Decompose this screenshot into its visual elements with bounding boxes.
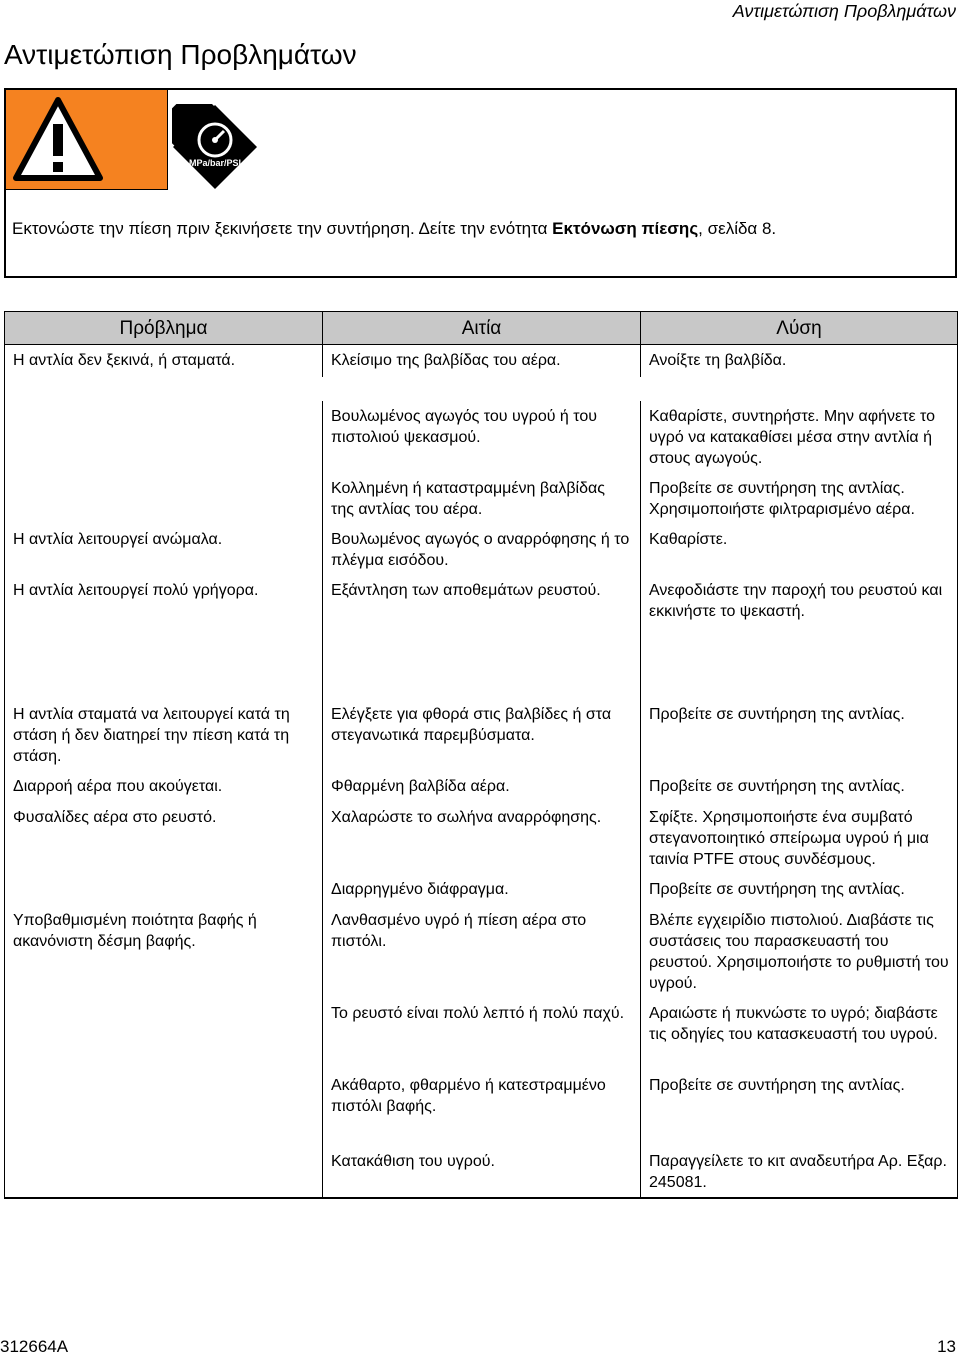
solution-cell: Προβείτε σε συντήρηση της αντλίας. (641, 771, 958, 802)
table-row (5, 575, 958, 699)
table-header-row (5, 312, 958, 345)
solution-cell: Σφίξτε. Χρησιμοποιήστε ένα συμβατό στεγανοποιητικό σπείρωμα υγρού ή μια ταινία PTFE στους συνδέσμους. (641, 802, 958, 874)
solution-cell: Προβείτε σε συντήρηση της αντλίας. (641, 1070, 958, 1146)
problem-cell (5, 401, 323, 473)
warning-banner (6, 90, 168, 190)
cause-cell: Κολλημένη ή καταστραμμένη βαλβίδας της αντλίας του αέρα. (323, 473, 641, 524)
solution-cell: Αραιώστε ή πυκνώστε το υγρό; διαβάστε τις οδηγίες του κατασκευαστή του υγρού. (641, 998, 958, 1070)
cause-cell: Εξάντληση των αποθεμάτων ρευστού. (323, 575, 641, 699)
cause-cell: Λανθασμένο υγρό ή πίεση αέρα στο πιστόλι. (323, 905, 641, 998)
cause-cell: Χαλαρώστε το σωλήνα αναρρόφησης. (323, 802, 641, 874)
table-row (5, 699, 958, 771)
header-problem: Πρόβλημα (5, 312, 323, 345)
problem-cell: Διαρροή αέρα που ακούγεται. (5, 771, 323, 802)
cause-cell: Ελέγξετε για φθορά στις βαλβίδες ή στα στεγανωτικά παρεμβύσματα. (323, 699, 641, 771)
table-row (5, 377, 958, 401)
cause-cell: Κατακάθιση του υγρού. (323, 1146, 641, 1198)
table-row (5, 524, 958, 575)
table-row (5, 401, 958, 473)
table-row (5, 345, 958, 377)
problem-cell: Η αντλία δεν ξεκινά, ή σταματά. (5, 345, 323, 377)
page-number: 13 (937, 1337, 956, 1356)
document-number: 312664A (0, 1337, 69, 1356)
problem-cell: Υποβαθμισμένη ποιότητα βαφής ή ακανόνιστη δέσμη βαφής. (5, 905, 323, 998)
solution-cell: Παραγγείλετε το κιτ αναδευτήρα Αρ. Εξαρ. 245081. (641, 1146, 958, 1198)
cause-cell: Ακάθαρτο, φθαρμένο ή κατεστραμμένο πιστόλι βαφής. (323, 1070, 641, 1146)
solution-cell: Προβείτε σε συντήρηση της αντλίας. Χρησιμοποιήστε φιλτραρισμένο αέρα. (641, 473, 958, 524)
problem-cell: Η αντλία σταματά να λειτουργεί κατά τη στάση ή δεν διατηρεί την πίεση κατά τη στάση. (5, 699, 323, 771)
solution-cell: Ανεφοδιάστε την παροχή του ρευστού και εκκινήστε το ψεκαστή. (641, 575, 958, 699)
cause-cell: Το ρευστό είναι πολύ λεπτό ή πολύ παχύ. (323, 998, 641, 1070)
pressure-relief-symbol (172, 104, 258, 195)
problem-cell: Η αντλία λειτουργεί πολύ γρήγορα. (5, 575, 323, 699)
header-cause: Αιτία (323, 312, 641, 345)
pressure-gauge-icon (172, 104, 258, 190)
table-row (5, 771, 958, 802)
header-solution: Λύση (641, 312, 958, 345)
problem-cell: Φυσαλίδες αέρα στο ρευστό. (5, 802, 323, 874)
troubleshooting-table (4, 311, 958, 1199)
problem-cell (5, 473, 323, 524)
pressure-units-label: MPa/bar/PSI (188, 158, 242, 168)
solution-cell: Προβείτε σε συντήρηση της αντλίας. (641, 699, 958, 771)
cause-cell: Κλείσιμο της βαλβίδας του αέρα. (323, 345, 641, 377)
table-row (5, 905, 958, 998)
solution-cell: Προβείτε σε συντήρηση της αντλίας. (641, 874, 958, 905)
solution-cell: Βλέπε εγχειρίδιο πιστολιού. Διαβάστε τις συστάσεις του παρασκευαστή του ρευστού. Χρησιμοποιήστε το ρυθμιστή του υγρού. (641, 905, 958, 998)
problem-cell (5, 998, 323, 1070)
solution-cell: Καθαρίστε. (641, 524, 958, 575)
problem-cell (5, 1146, 323, 1198)
problem-cell (5, 874, 323, 905)
cause-cell: Βουλωμένος αγωγός του υγρού ή του πιστολιού ψεκασμού. (323, 401, 641, 473)
page-title: Αντιμετώπιση Προβλημάτων (4, 39, 357, 70)
table-row (5, 1146, 958, 1198)
cause-cell: Φθαρμένη βαλβίδα αέρα. (323, 771, 641, 802)
solution-cell: Ανοίξτε τη βαλβίδα. (641, 345, 958, 377)
solution-cell: Καθαρίστε, συντηρήστε. Μην αφήνετε το υγρό να κατακαθίσει μέσα στην αντλία ή στους αγωγούς. (641, 401, 958, 473)
warning-text: Εκτονώστε την πίεση πριν ξεκινήσετε την συντήρηση. Δείτε την ενότητα Εκτόνωση πίεσης, σελίδα 8. (12, 219, 777, 238)
problem-cell: Η αντλία λειτουργεί ανώμαλα. (5, 524, 323, 575)
table-row (5, 473, 958, 524)
warning-link-text: Εκτόνωση πίεσης (552, 219, 699, 238)
table-row (5, 802, 958, 874)
table-row (5, 874, 958, 905)
problem-cell (5, 1070, 323, 1146)
table-row (5, 998, 958, 1070)
table-row (5, 1070, 958, 1146)
warning-triangle-icon (12, 94, 104, 186)
running-header: Αντιμετώπιση Προβλημάτων (732, 1, 956, 21)
warning-box (4, 88, 957, 278)
cause-cell: Διαρρηγμένο διάφραγμα. (323, 874, 641, 905)
cause-cell: Βουλωμένος αγωγός ο αναρρόφησης ή το πλέγμα εισόδου. (323, 524, 641, 575)
